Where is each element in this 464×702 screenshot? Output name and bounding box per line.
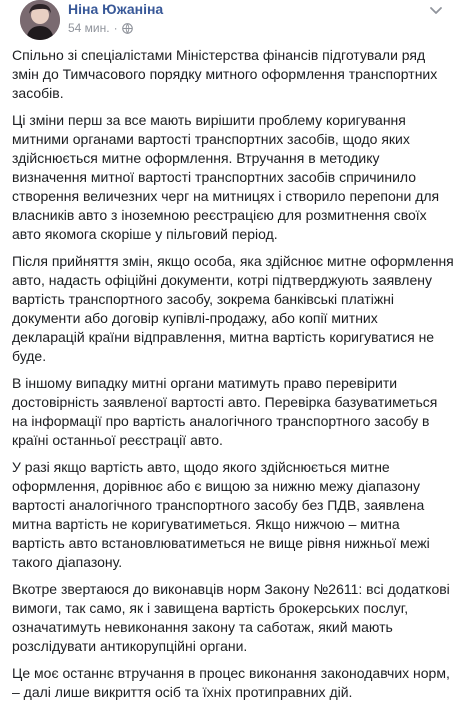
globe-icon [122,23,133,34]
post-paragraph: В іншому випадку митні органи матимуть право перевірити достовірність заявленої вартості авто. Перевірка базуватиметься на інформації про вартість аналогічного транспортного засобу в країні останньої реєстрації авто. [12,375,438,448]
avatar[interactable] [20,0,60,40]
chevron-down-icon[interactable] [428,2,444,18]
post-paragraph: Вкотре звертаюся до виконавців норм Закону №2611: всі додаткові вимоги, так само, як і завищена вартість брокерських послуг, означатимуть невиконання закону та саботаж, який мають розслідувати антикорупційні органи. [12,581,450,654]
author-name[interactable]: Ніна Южаніна [68,1,164,17]
post-body [10,46,454,702]
post-time[interactable]: 54 мин. [68,21,110,35]
post-paragraph: Спільно зі спеціалістами Міністерства фінансів підготували ряд змін до Тимчасового порядку митного оформлення транспортних засобів. [12,47,438,101]
post-paragraph: У разі якщо вартість авто, щодо якого здійснюється митне оформлення, дорівнює або є вищою за нижню межу діапазону вартості аналогічного транспортного засобу без ПДВ, заявлена митна вартість не коригуватиметься. Якщо нижчою – митна вартість авто встановлюватиметься не вище рівня нижньої межі такого діапазону. [12,459,430,570]
meta-separator: · [113,21,118,35]
post-meta [68,21,133,35]
post-header [10,0,454,46]
post-paragraph: Після прийняття змін, якщо особа, яка здійснює митне оформлення авто, надасть офіційні документи, котрі підтверджують заявлену вартість транспортного засобу, зокрема банківські платіжні документи або договір купівлі-продажу, або копії митних декларацій країни відправлення, митна вартість коригуватися не буде. [12,253,454,364]
post-paragraph: Це моє останнє втручання в процес виконання законодавчих норм, – далі лише викриття осіб та їхніх протиправних дій. [12,665,450,700]
post-paragraph: Ці зміни перш за все мають вирішити проблему коригування митними органами вартості транспортних засобів, щодо яких здійснюється митне оформлення. Втручання в методику визначення митної вартості транспортних засобів спричинило створення величезних черг на митницях і створило перепони для власників авто з іноземною реєстрацією для розмитнення своїх авто якомога скоріше у пільговий період. [12,112,440,242]
